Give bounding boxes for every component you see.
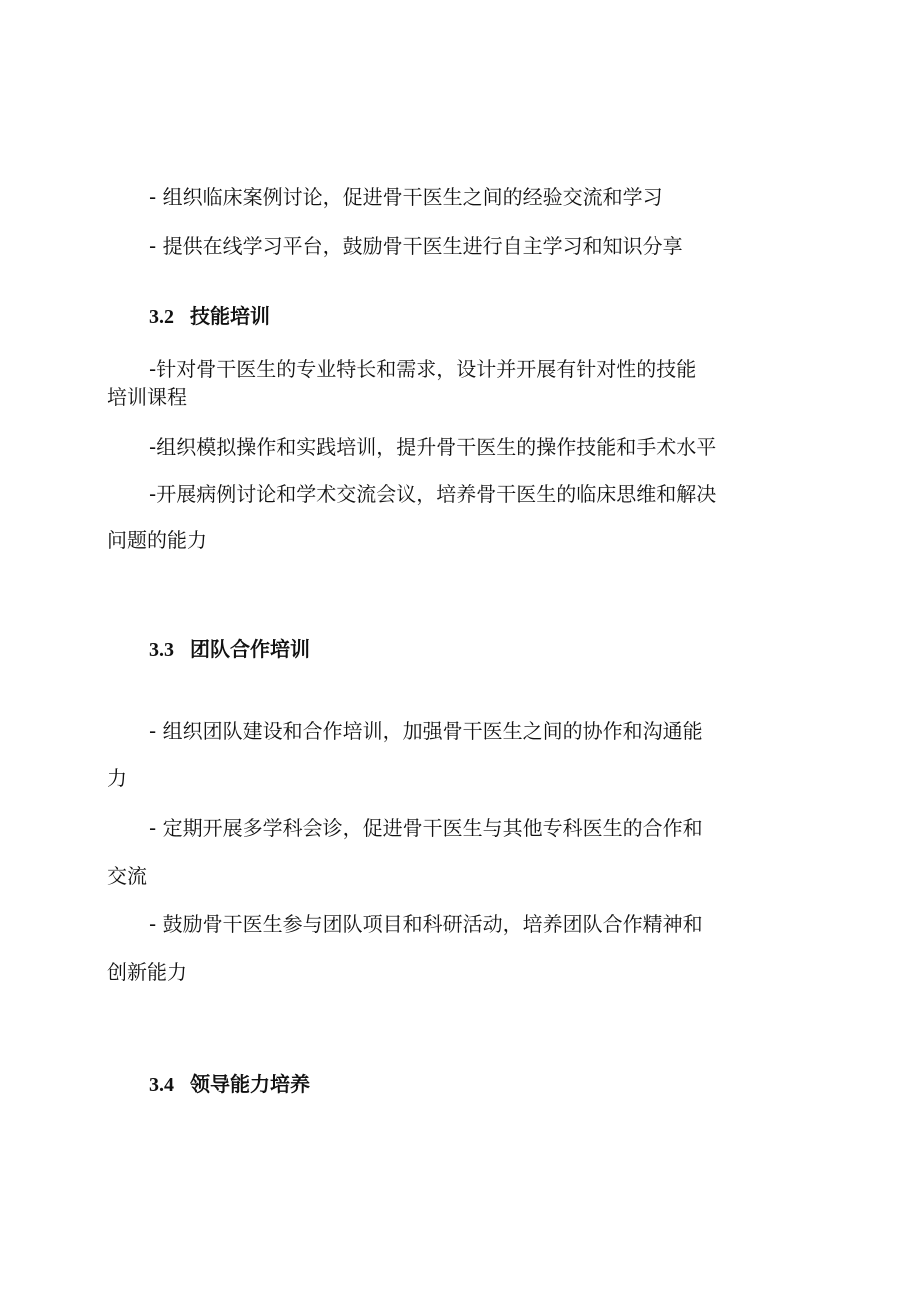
section-heading-3-2 bbox=[149, 303, 270, 330]
bullet-team-project-line1: - 鼓励骨干医生参与团队项目和科研活动，培养团队合作精神和 bbox=[149, 912, 703, 936]
bullet-online-platform: - 提供在线学习平台，鼓励骨干医生进行自主学习和知识分享 bbox=[149, 234, 683, 258]
bullet-mdt-consult-line2: 交流 bbox=[107, 864, 147, 888]
section-number: 3.2 bbox=[149, 306, 174, 328]
bullet-case-academic-line1: -开展病例讨论和学术交流会议，培养骨干医生的临床思维和解决 bbox=[149, 482, 717, 506]
section-number: 3.3 bbox=[149, 639, 174, 661]
bullet-skill-course-line2: 培训课程 bbox=[107, 385, 187, 409]
bullet-team-project-line2: 创新能力 bbox=[107, 960, 187, 984]
bullet-case-discussion: - 组织临床案例讨论，促进骨干医生之间的经验交流和学习 bbox=[149, 185, 663, 209]
section-title: 团队合作培训 bbox=[190, 637, 310, 661]
section-heading-3-4 bbox=[149, 1071, 310, 1098]
bullet-team-building-line2: 力 bbox=[107, 766, 127, 790]
bullet-skill-course-line1: -针对骨干医生的专业特长和需求，设计并开展有针对性的技能 bbox=[149, 357, 697, 381]
bullet-simulation-training: -组织模拟操作和实践培训，提升骨干医生的操作技能和手术水平 bbox=[149, 435, 717, 459]
section-heading-3-3 bbox=[149, 636, 310, 663]
section-title: 技能培训 bbox=[190, 304, 270, 328]
bullet-team-building-line1: - 组织团队建设和合作培训，加强骨干医生之间的协作和沟通能 bbox=[149, 719, 703, 743]
section-number: 3.4 bbox=[149, 1074, 174, 1096]
bullet-mdt-consult-line1: - 定期开展多学科会诊，促进骨干医生与其他专科医生的合作和 bbox=[149, 816, 703, 840]
bullet-case-academic-line2: 问题的能力 bbox=[107, 528, 207, 552]
section-title: 领导能力培养 bbox=[190, 1072, 310, 1096]
